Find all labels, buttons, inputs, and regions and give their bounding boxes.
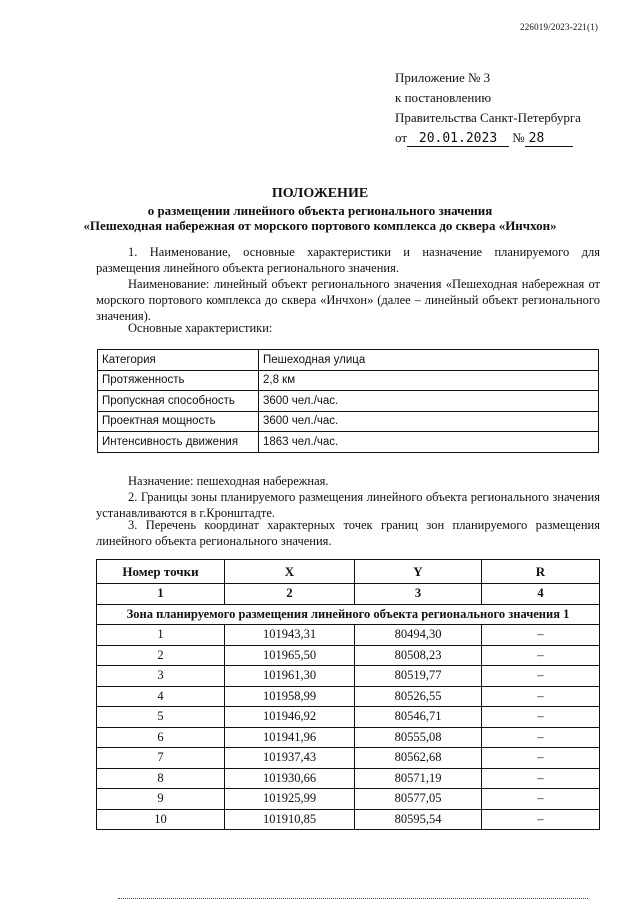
coordinate-x: 101941,96 — [225, 727, 355, 748]
document-registration-number: 226019/2023-221(1) — [520, 22, 599, 32]
date-prefix: от — [395, 130, 408, 145]
header-r: R — [482, 560, 600, 584]
characteristic-value: 3600 чел./час. — [259, 411, 599, 432]
document-subtitle-1: о размещении линейного объекта регионального значения — [147, 203, 493, 218]
coordinate-y: 80546,71 — [355, 707, 482, 728]
coordinate-y: 80508,23 — [355, 645, 482, 666]
point-number: 3 — [97, 666, 225, 687]
coordinate-r: – — [482, 748, 600, 769]
coordinate-y: 80555,08 — [355, 727, 482, 748]
document-subtitle-2: «Пешеходная набережная от морского портового комплекса до сквера «Инчхон» — [83, 218, 557, 233]
coordinate-x: 101910,85 — [225, 809, 355, 830]
coordinate-row — [97, 666, 600, 687]
paragraph-boundaries: 2. Границы зоны планируемого размещения линейного объекта регионального значения устанавливаются в г.Кронштадте. — [96, 490, 600, 520]
coordinate-y: 80571,19 — [355, 768, 482, 789]
point-number: 8 — [97, 768, 225, 789]
appendix-resolution-line: к постановлению — [395, 90, 492, 105]
paragraph-2: Наименование: линейный объект регионального значения «Пешеходная набережная от морского портового комплекса до сквера «Инчхон» (далее – линейный объект регионального значения). — [96, 277, 600, 323]
page-cutoff-line — [118, 898, 588, 901]
coordinates-table — [96, 559, 600, 830]
coordinate-row — [97, 645, 600, 666]
coordinate-x: 101958,99 — [225, 686, 355, 707]
column-number-row — [97, 584, 600, 605]
coordinate-y: 80494,30 — [355, 625, 482, 646]
column-number: 4 — [482, 584, 600, 605]
coordinates-header-row — [97, 560, 600, 584]
characteristic-value: 1863 чел./час. — [259, 432, 599, 453]
column-number: 3 — [355, 584, 482, 605]
characteristic-name: Протяженность — [98, 370, 259, 391]
characteristic-name: Пропускная способность — [98, 391, 259, 412]
coordinate-x: 101946,92 — [225, 707, 355, 728]
characteristic-row — [98, 411, 599, 432]
coordinate-x: 101961,30 — [225, 666, 355, 687]
coordinate-x: 101943,31 — [225, 625, 355, 646]
coordinate-r: – — [482, 768, 600, 789]
coordinate-y: 80595,54 — [355, 809, 482, 830]
coordinate-x: 101965,50 — [225, 645, 355, 666]
coordinate-r: – — [482, 686, 600, 707]
characteristic-row — [98, 350, 599, 371]
coordinate-r: – — [482, 809, 600, 830]
coordinate-r: – — [482, 666, 600, 687]
appendix-block — [395, 68, 581, 148]
characteristic-row — [98, 391, 599, 412]
column-number: 1 — [97, 584, 225, 605]
header-y: Y — [355, 560, 482, 584]
coordinate-y: 80562,68 — [355, 748, 482, 769]
coordinate-x: 101925,99 — [225, 789, 355, 810]
characteristic-name: Интенсивность движения — [98, 432, 259, 453]
coordinate-row — [97, 768, 600, 789]
coordinate-y: 80519,77 — [355, 666, 482, 687]
coordinate-r: – — [482, 625, 600, 646]
coordinate-r: – — [482, 789, 600, 810]
number-prefix: № — [512, 130, 525, 145]
column-number: 2 — [225, 584, 355, 605]
characteristic-value: 2,8 км — [259, 370, 599, 391]
characteristic-value: 3600 чел./час. — [259, 391, 599, 412]
point-number: 5 — [97, 707, 225, 728]
characteristic-name: Проектная мощность — [98, 411, 259, 432]
characteristic-row — [98, 370, 599, 391]
document-title: ПОЛОЖЕНИЕ — [271, 186, 369, 201]
coordinate-y: 80526,55 — [355, 686, 482, 707]
characteristics-table — [97, 349, 599, 453]
coordinate-y: 80577,05 — [355, 789, 482, 810]
appendix-date-line — [395, 128, 581, 148]
appendix-title: Приложение № 3 — [395, 70, 491, 85]
coordinate-row — [97, 686, 600, 707]
point-number: 9 — [97, 789, 225, 810]
point-number: 4 — [97, 686, 225, 707]
coordinate-row — [97, 625, 600, 646]
resolution-number: 28 — [525, 131, 573, 147]
header-point-number: Номер точки — [97, 560, 225, 584]
coordinate-row — [97, 707, 600, 728]
coordinate-row — [97, 809, 600, 830]
coordinate-row — [97, 789, 600, 810]
paragraph-3: Основные характеристики: — [128, 321, 273, 335]
zone-row — [97, 604, 600, 625]
coordinate-r: – — [482, 727, 600, 748]
header-x: X — [225, 560, 355, 584]
resolution-date: 20.01.2023 — [407, 131, 509, 147]
coordinate-row — [97, 727, 600, 748]
characteristic-value: Пешеходная улица — [259, 350, 599, 371]
point-number: 1 — [97, 625, 225, 646]
coordinate-r: – — [482, 645, 600, 666]
coordinate-x: 101930,66 — [225, 768, 355, 789]
point-number: 2 — [97, 645, 225, 666]
point-number: 7 — [97, 748, 225, 769]
paragraph-purpose: Назначение: пешеходная набережная. — [128, 474, 329, 488]
characteristic-name: Категория — [98, 350, 259, 371]
appendix-government-line: Правительства Санкт-Петербурга — [395, 110, 581, 125]
coordinate-row — [97, 748, 600, 769]
characteristic-row — [98, 432, 599, 453]
point-number: 10 — [97, 809, 225, 830]
coordinate-r: – — [482, 707, 600, 728]
zone-title: Зона планируемого размещения линейного объекта регионального значения 1 — [97, 604, 600, 625]
coordinate-x: 101937,43 — [225, 748, 355, 769]
paragraph-1: 1. Наименование, основные характеристики и назначение планируемого для размещения линейного объекта регионального значения. — [96, 245, 600, 275]
paragraph-coordinates-intro: 3. Перечень координат характерных точек границ зон планируемого размещения линейного объекта регионального значения. — [96, 518, 600, 548]
point-number: 6 — [97, 727, 225, 748]
